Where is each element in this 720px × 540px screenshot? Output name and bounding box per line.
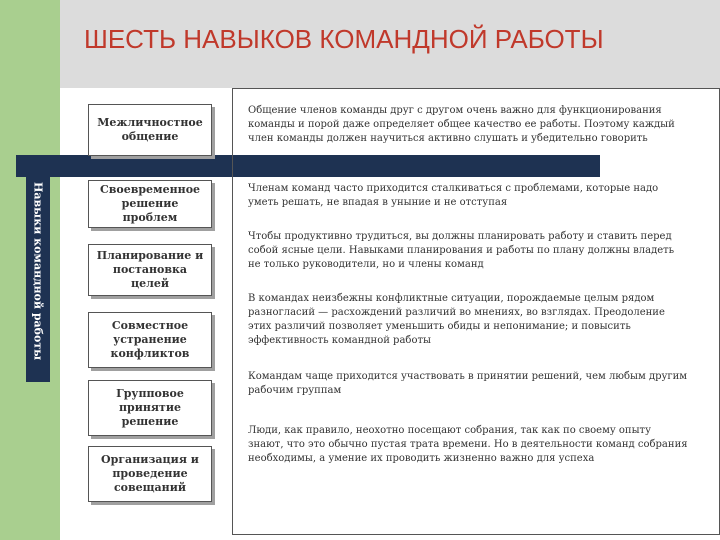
skill-description-meetings: Люди, как правило, неохотно посещают собрания, так как по своему опыту знают, что это обычно пустая трата времени. Но в деятельности команд собрания необходимы, а умение их проводить жизненно важно для успеха: [248, 425, 688, 464]
slide-title: ШЕСТЬ НАВЫКОВ КОМАНДНОЙ РАБОТЫ: [84, 24, 604, 54]
skill-box-planning-goals: Планирование и постановка целей: [88, 244, 212, 296]
skill-description-group-decision: Командам чаще приходится участвовать в принятии решений, чем любым другим рабочим группам: [248, 371, 688, 396]
skill-box-interpersonal-communication: Межличностное общение: [88, 104, 212, 156]
skill-box-meetings: Организация и проведение совещаний: [88, 446, 212, 502]
skill-box-conflict-resolution: Совместное устранение конфликтов: [88, 312, 212, 368]
skill-description-conflict-resolution: В командах неизбежны конфликтные ситуации, порождаемые целым рядом разногласий — расхождений различий во мнениях, во взглядах. Преодоление этих различий позволяет уменьшить обиды и непонимание; и повысить эффективность командной работы: [248, 293, 665, 346]
skill-description-planning-goals: Чтобы продуктивно трудиться, вы должны планировать работу и ставить перед собой ясные цели. Навыками планирования и работы по плану должны владеть не только руководители, но и члены команд: [248, 231, 675, 270]
skill-description-interpersonal-communication: Общение членов команды друг с другом очень важно для функционирования команды и порой даже определяет общее качество ее работы. Поэтому каждый член команды должен научиться активно слушать и убедительно говорить: [248, 105, 675, 144]
skill-box-group-decision: Групповое принятие решение: [88, 380, 212, 436]
side-label: Навыки командной работы: [31, 181, 45, 361]
side-label-bar: [26, 160, 50, 382]
skill-box-problem-solving: Своевременное решение проблем: [88, 180, 212, 228]
skill-description-problem-solving: Членам команд часто приходится сталкиваться с проблемами, которые надо уметь решать, не впадая в уныние и не отступая: [248, 183, 659, 208]
